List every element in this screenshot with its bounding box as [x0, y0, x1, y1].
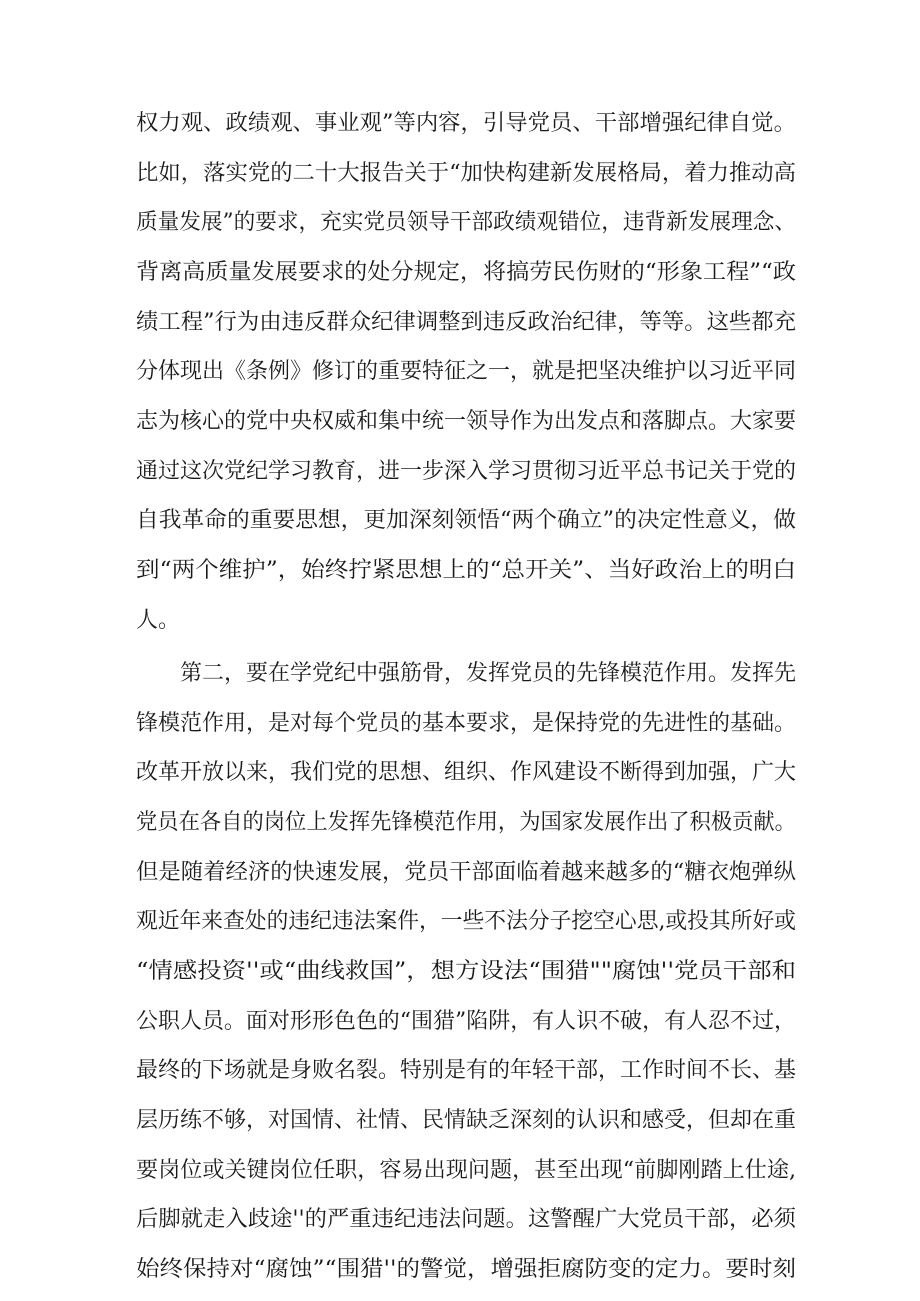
- text-line: [0, 654, 920, 694]
- line-text: 志为核心的党中央权威和集中统一领导作为出发点和落脚点。大家要: [136, 409, 797, 434]
- line-text: 比如，落实党的二十大报告关于“加快构建新发展格局，着力推动高: [136, 161, 797, 186]
- text-line: [0, 853, 920, 893]
- text-line: [0, 952, 920, 992]
- text-line: [0, 1200, 920, 1240]
- line-text: 最终的下场就是身败名裂。特别是有的年轻干部，工作时间不长、基: [136, 1058, 797, 1083]
- line-text: 背离高质量发展要求的处分规定，将搞劳民伤财的“形象工程”“政: [136, 260, 797, 285]
- text-line: [0, 452, 920, 492]
- line-text: 锋模范作用，是对每个党员的基本要求，是保持党的先进性的基础。: [136, 711, 797, 736]
- text-line: [0, 1002, 920, 1042]
- text-line: [0, 402, 920, 442]
- line-text: 观近年来查处的违纪违法案件，一些不法分子挖空心思,或投其所好或: [136, 909, 796, 934]
- line-text: 后脚就走入歧途''的严重违纪违法问题。这警醒广大党员干部，必须: [136, 1207, 796, 1232]
- text-line: [0, 1250, 920, 1290]
- line-text: 改革开放以来，我们党的思想、组织、作风建设不断得到加强，广大: [136, 760, 797, 785]
- text-line: [0, 1101, 920, 1141]
- line-text: 第二，要在学党纪中强筋骨，发挥党员的先锋模范作用。发挥先: [180, 661, 797, 686]
- text-line: [0, 253, 920, 293]
- line-text: 始终保持对“腐蚀”“围猎''的警觉，增强拒腐防变的定力。要时刻: [136, 1257, 796, 1282]
- text-line: [0, 154, 920, 194]
- line-text: 层历练不够，对国情、社情、民情缺乏深刻的认识和感受，但却在重: [136, 1108, 797, 1133]
- line-text: 要岗位或关键岗位任职，容易出现问题，甚至出现“前脚刚踏上仕途,: [136, 1158, 796, 1183]
- text-line: [0, 203, 920, 243]
- line-text: 分体现出《条例》修订的重要特征之一，就是把坚决维护以习近平同: [136, 359, 797, 384]
- line-text: 人。: [136, 608, 181, 633]
- text-line: [0, 1151, 920, 1191]
- line-text: 但是随着经济的快速发展，党员干部面临着越来越多的“糖衣炮弹纵: [136, 860, 797, 885]
- line-text: 党员在各自的岗位上发挥先锋模范作用，为国家发展作出了积极贡献。: [136, 810, 796, 835]
- text-line: [0, 352, 920, 392]
- line-text: “情感投资''或“曲线救国”，想方设法“围猎""腐蚀''党员干部和: [136, 959, 797, 984]
- text-line: [0, 104, 920, 144]
- text-line: [0, 601, 920, 641]
- text-line: [0, 303, 920, 343]
- line-text: 质量发展”的要求，充实党员领导干部政绩观错位，违背新发展理念、: [136, 210, 796, 235]
- line-text: 到“两个维护”，始终拧紧思想上的“总开关”、当好政治上的明白: [136, 558, 797, 583]
- line-text: 自我革命的重要思想，更加深刻领悟“两个确立”的决定性意义，做: [136, 508, 797, 533]
- text-line: [0, 551, 920, 591]
- text-line: [0, 753, 920, 793]
- line-text: 权力观、政绩观、事业观”等内容，引导党员、干部增强纪律自觉。: [136, 111, 797, 136]
- text-line: [0, 1051, 920, 1091]
- text-line: [0, 501, 920, 541]
- line-text: 绩工程”行为由违反群众纪律调整到违反政治纪律，等等。这些都充: [136, 310, 797, 335]
- line-text: 通过这次党纪学习教育，进一步深入学习贯彻习近平总书记关于党的: [136, 459, 797, 484]
- text-line: [0, 803, 920, 843]
- text-line: [0, 902, 920, 942]
- line-text: 公职人员。面对形形色色的“围猎”陷阱，有人识不破，有人忍不过，: [136, 1009, 796, 1034]
- text-line: [0, 704, 920, 744]
